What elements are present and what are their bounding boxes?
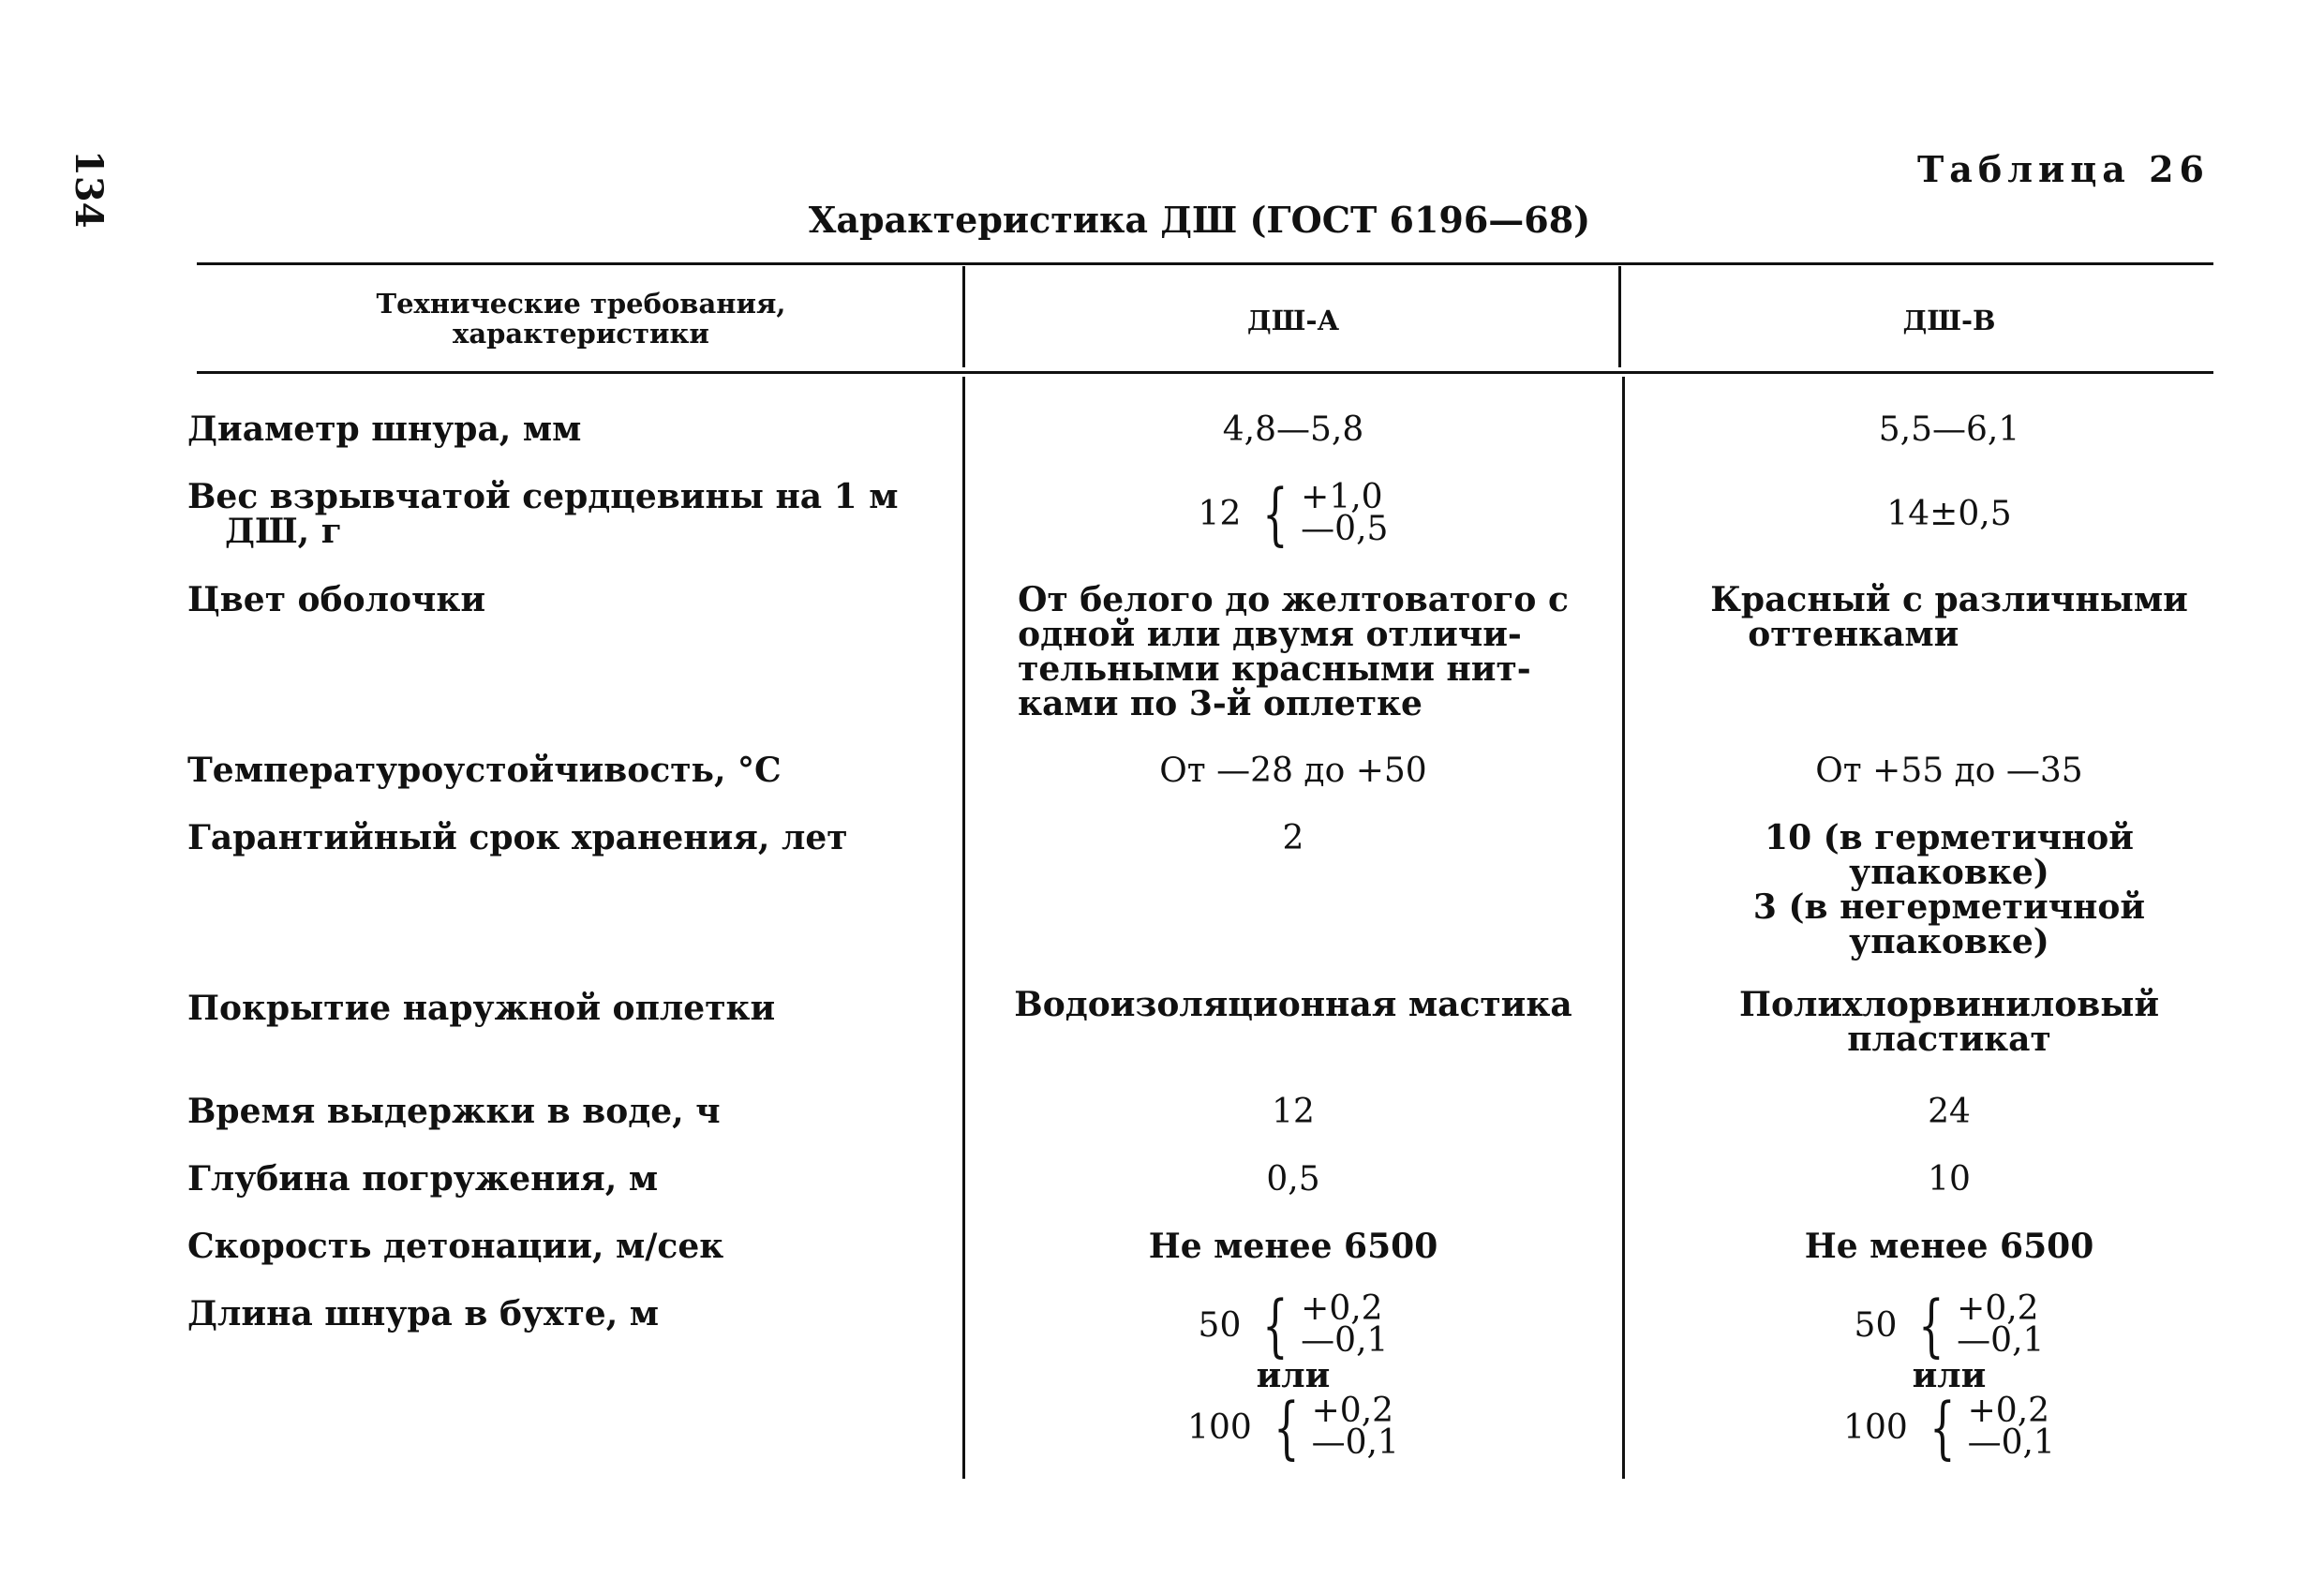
length-b-plus-1: +0,2 xyxy=(1957,1289,2039,1328)
row-diameter-a: 4,8—5,8 xyxy=(1222,410,1364,449)
color-a-line: ками по 3-й оплетке xyxy=(1018,684,1423,723)
length-b-minus-1: —0,1 xyxy=(1957,1321,2045,1360)
storage-b-line: упаковке) xyxy=(1849,922,2049,961)
row-diameter-b: 5,5—6,1 xyxy=(1878,410,2020,449)
length-b-base-2: 100 xyxy=(1843,1408,1908,1447)
weight-base-value: 12 xyxy=(1198,494,1242,533)
row-detonation-a: Не менее 6500 xyxy=(1148,1227,1438,1266)
row-temperature-label: Температуроустойчивость, °C xyxy=(187,751,782,790)
length-b-plus-2: +0,2 xyxy=(1967,1392,2050,1430)
brace-glyph: { xyxy=(1929,1388,1956,1467)
row-coating-label: Покрытие наружной оплетки xyxy=(187,989,776,1028)
table-title: Характеристика ДШ (ГОСТ 6196—68) xyxy=(808,199,1591,241)
length-b-or: или xyxy=(1912,1356,1987,1395)
header-col-a: ДШ-А xyxy=(1246,305,1340,336)
brace-glyph: { xyxy=(1918,1286,1945,1364)
row-color-a xyxy=(965,580,1621,723)
row-detonation-b: Не менее 6500 xyxy=(1804,1227,2094,1266)
row-coating-a: Водоизоляционная мастика xyxy=(1014,985,1572,1024)
row-water-time-b: 24 xyxy=(1928,1093,1971,1131)
storage-b-line: 10 (в герметичной xyxy=(1765,818,2134,857)
length-b-minus-2: —0,1 xyxy=(1967,1423,2055,1462)
color-a-line: тельными красными нит- xyxy=(1018,649,1531,689)
row-diameter-label: Диаметр шнура, мм xyxy=(187,410,582,449)
length-a-or: или xyxy=(1256,1356,1331,1395)
row-color-b xyxy=(1621,580,2277,654)
row-length-b xyxy=(1621,1286,2277,1467)
length-a-base-2: 100 xyxy=(1187,1408,1252,1447)
row-storage-b xyxy=(1621,818,2277,961)
storage-b-line: упаковке) xyxy=(1849,853,2049,892)
length-b-tolerance-1 xyxy=(1854,1286,2045,1364)
color-a-line: одной или двумя отличи- xyxy=(1018,615,1522,654)
row-depth-b: 10 xyxy=(1928,1160,1971,1199)
length-a-plus-2: +0,2 xyxy=(1311,1392,1394,1430)
storage-b-line: 3 (в негерметичной xyxy=(1752,887,2146,927)
header-requirements: Технические требования, характеристики xyxy=(376,288,786,350)
coating-b-line: Полихлорвиниловый xyxy=(1738,985,2160,1024)
color-b-line: оттенками xyxy=(1748,615,1959,654)
weight-plus-tolerance: +1,0 xyxy=(1301,478,1383,516)
row-depth-label: Глубина погружения, м xyxy=(187,1159,659,1199)
page-number: 134 xyxy=(67,150,111,229)
row-detonation-label: Скорость детонации, м/сек xyxy=(187,1227,724,1266)
color-b-line: Красный с различными xyxy=(1710,580,2188,619)
weight-tolerance xyxy=(1198,474,1389,553)
header-col-b: ДШ-В xyxy=(1902,305,1996,336)
header-bottom-rule xyxy=(197,371,2213,374)
brace-glyph: { xyxy=(1262,1286,1289,1364)
row-weight-b: 14±0,5 xyxy=(1886,495,2012,533)
length-b-base-1: 50 xyxy=(1854,1305,1898,1345)
row-depth-a: 0,5 xyxy=(1266,1160,1320,1199)
row-storage-a: 2 xyxy=(1282,819,1304,857)
row-weight-label-line1: Вес взрывчатой сердцевины на 1 м xyxy=(187,477,899,516)
length-a-tolerance-1 xyxy=(1198,1286,1389,1364)
row-weight-label-line2: ДШ, г xyxy=(225,512,342,551)
color-a-line: От белого до желтоватого с xyxy=(1018,580,1569,619)
length-b-tolerance-2 xyxy=(1843,1388,2055,1467)
row-coating-b xyxy=(1621,985,2277,1059)
length-a-tolerance-2 xyxy=(1187,1388,1399,1467)
row-weight-a xyxy=(965,474,1621,553)
brace-glyph: { xyxy=(1273,1388,1300,1467)
row-water-time-label: Время выдержки в воде, ч xyxy=(187,1092,721,1131)
length-a-base-1: 50 xyxy=(1198,1305,1242,1345)
row-water-time-a: 12 xyxy=(1272,1093,1315,1131)
row-length-label: Длина шнура в бухте, м xyxy=(187,1294,660,1333)
row-temperature-a: От —28 до +50 xyxy=(1159,752,1427,790)
row-color-label: Цвет оболочки xyxy=(187,580,486,619)
row-temperature-b: От +55 до —35 xyxy=(1815,752,2083,790)
length-a-plus-1: +0,2 xyxy=(1301,1289,1383,1328)
row-length-a xyxy=(965,1286,1621,1467)
length-a-minus-1: —0,1 xyxy=(1301,1321,1389,1360)
row-storage-label: Гарантийный срок хранения, лет xyxy=(187,818,848,857)
brace-glyph: { xyxy=(1262,474,1289,553)
length-a-minus-2: —0,1 xyxy=(1311,1423,1399,1462)
row-weight-label xyxy=(187,477,937,551)
weight-minus-tolerance: —0,5 xyxy=(1301,510,1389,548)
coating-b-line: пластикат xyxy=(1847,1020,2051,1059)
table-label: Таблица 26 xyxy=(1916,148,2210,190)
table-top-rule xyxy=(197,262,2213,265)
